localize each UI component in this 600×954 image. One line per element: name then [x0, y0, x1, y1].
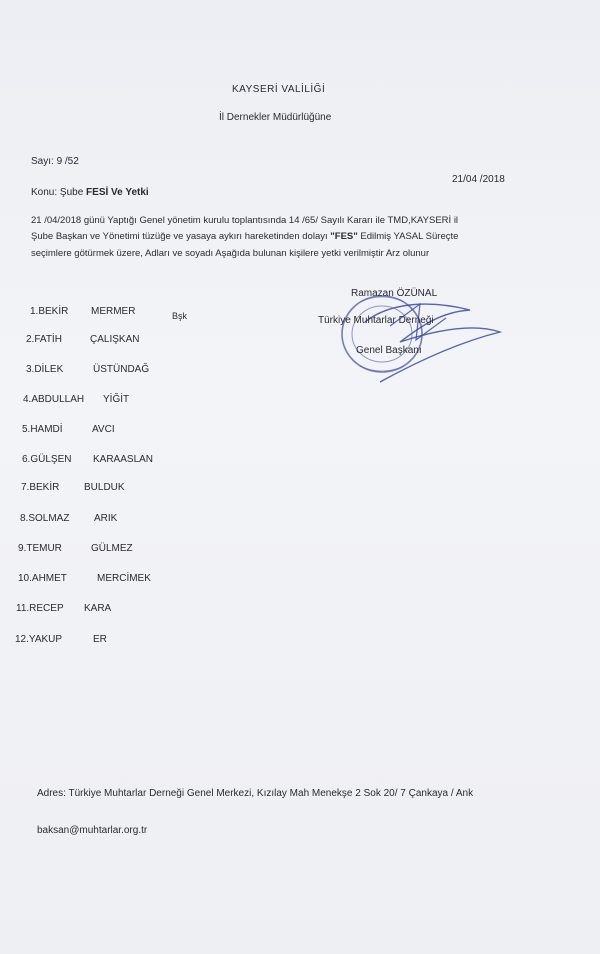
signatory-organization: Türkiye Muhtarlar Derneği [318, 315, 434, 326]
person-name: 5.HAMDİ [22, 424, 63, 435]
footer-address: Adres: Türkiye Muhtarlar Derneği Genel Merkezi, Kızılay Mah Menekşe 2 Sok 20/ 7 Çankaya / Ank [37, 788, 474, 799]
person-name: 6.GÜLŞEN [22, 454, 72, 465]
person-surname: AVCI [92, 424, 115, 435]
person-surname: KARA [84, 603, 112, 614]
person-name: 9.TEMUR [18, 543, 62, 554]
person-name: 7.BEKİR [21, 482, 60, 493]
person-name: 11.RECEP [16, 603, 64, 614]
person-name: 10.AHMET [18, 573, 67, 584]
person-title: Bşk [172, 311, 188, 321]
person-surname: MERMER [91, 306, 136, 317]
body-line-2-end: Edilmiş YASAL Süreçte [357, 231, 459, 242]
person-name: 4.ABDULLAH [23, 394, 85, 405]
body-line-2 [31, 231, 458, 243]
person-surname: ARIK [94, 513, 118, 524]
person-surname: ÜSTÜNDAĞ [93, 364, 150, 375]
addressee-title: KAYSERİ VALİLİĞİ [232, 84, 326, 95]
subject-text: FESİ Ve Yetki [86, 187, 149, 198]
person-surname: GÜLMEZ [91, 543, 133, 554]
person-surname: YİĞİT [103, 394, 130, 405]
footer-email: baksan@muhtarlar.org.tr [37, 825, 148, 836]
person-name: 8.SOLMAZ [20, 513, 70, 524]
person-surname: BULDUK [84, 482, 125, 493]
person-surname: ÇALIŞKAN [90, 334, 140, 345]
addressee-department: İl Dernekler Müdürlüğüne [219, 112, 332, 123]
signatory-role: Genel Başkanı [356, 345, 422, 356]
subject-line [31, 187, 149, 199]
person-surname: MERCİMEK [97, 573, 151, 584]
person-name: 3.DİLEK [26, 364, 64, 375]
person-name: 2.FATİH [26, 334, 62, 345]
body-line-2-start: Şube Başkan ve Yönetimi tüzüğe ve yasaya aykırı hareketinden dolayı [31, 231, 331, 242]
body-fes-term: "FES" [330, 231, 358, 242]
subject-label: Konu: Şube [31, 187, 87, 198]
signatory-name: Ramazan ÖZÜNAL [351, 288, 438, 299]
person-name: 12.YAKUP [15, 634, 63, 645]
body-line-1: 21 /04/2018 günü Yaptığı Genel yönetim kurulu toplantısında 14 /65/ Sayılı Kararı ile TMD,KAYSERİ il [31, 215, 459, 226]
person-surname: ER [93, 634, 107, 645]
person-name: 1.BEKİR [30, 306, 69, 317]
body-line-3: seçimlere götürmek üzere, Adları ve soyadı Aşağıda bulunan kişilere yetki verilmiştir Arz olunur [31, 248, 430, 259]
document-date: 21/04 /2018 [452, 174, 505, 185]
reference-number: Sayı: 9 /52 [31, 156, 79, 167]
person-surname: KARAASLAN [93, 454, 154, 465]
